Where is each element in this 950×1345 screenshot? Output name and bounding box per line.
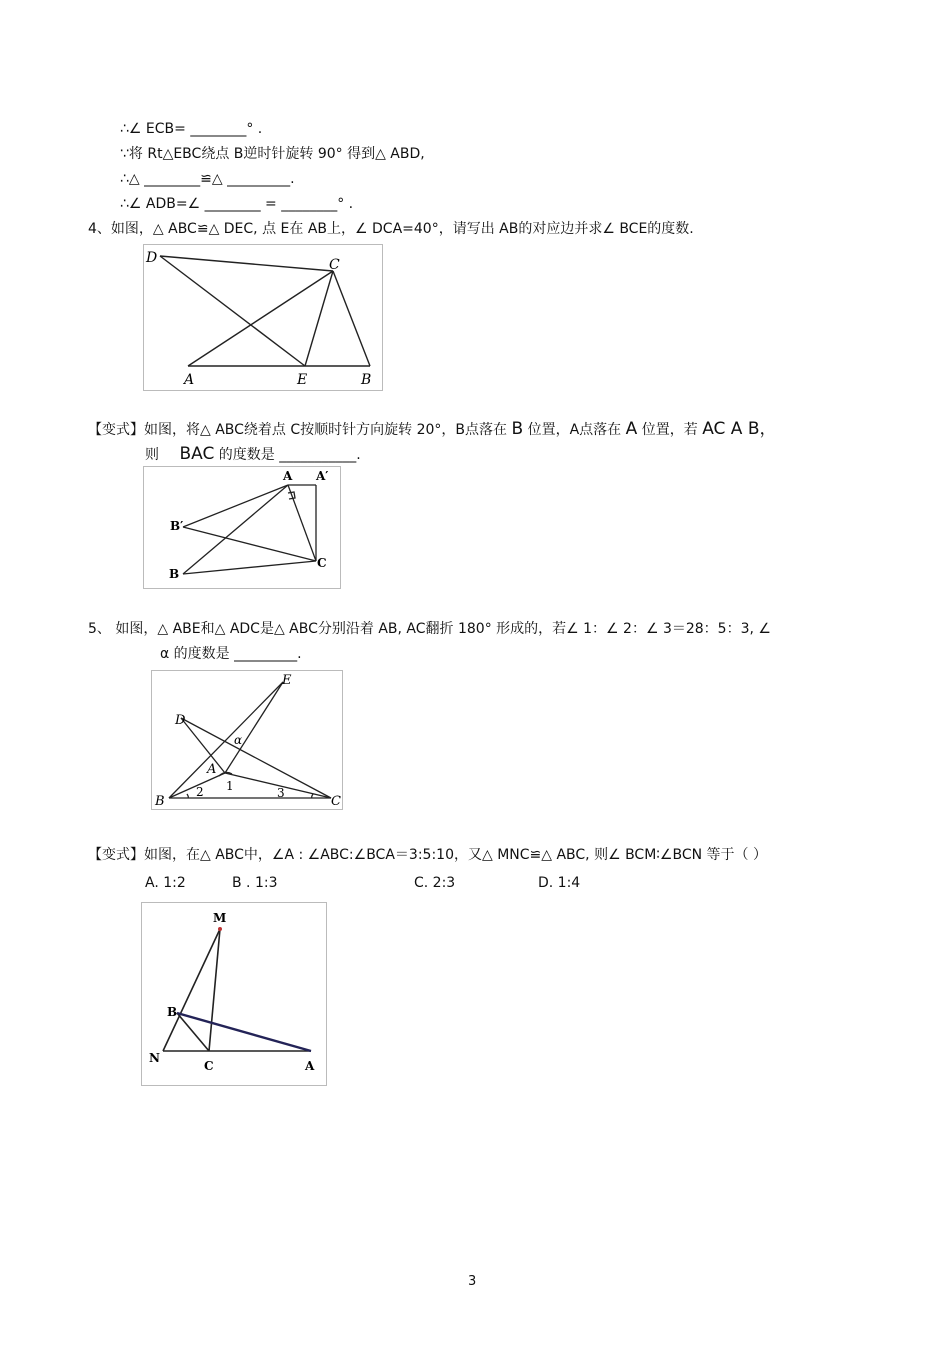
- variant-1-text-3: 位置，若: [641, 422, 698, 438]
- label-B: B: [155, 794, 165, 809]
- label-M: M: [213, 911, 227, 925]
- proof-line-4: ∴∠ ADB=∠ ________ = ________° .: [120, 196, 354, 212]
- label-A: A: [283, 469, 293, 483]
- label-E: E: [282, 673, 292, 688]
- variant-1-text: 【变式】如图，将△ ABC绕着点 C按顺时针方向旋转 20°，B点落在: [88, 422, 508, 438]
- label-A: A: [305, 1059, 315, 1073]
- label-D: D: [175, 713, 186, 728]
- proof-line-2: ∵将 Rt△EBC绕点 B逆时针旋转 90° 得到△ ABD,: [120, 146, 425, 162]
- figure-q4: [143, 244, 383, 391]
- figure-variant-2: [141, 902, 327, 1086]
- label-alpha: α: [234, 733, 243, 747]
- label-D: D: [146, 250, 158, 266]
- angle-1-label: 1: [226, 779, 234, 793]
- question-4: 4、如图，△ ABC≌△ DEC, 点 E在 AB上，∠ DCA=40°，请写出 AB的对应边并求∠ BCE的度数.: [88, 221, 694, 237]
- label-A: A: [184, 372, 195, 388]
- question-5-line-2: α 的度数是 _________.: [160, 646, 302, 662]
- label-B: B: [167, 1005, 178, 1019]
- label-B: B: [361, 372, 372, 388]
- label-B-prime: B′: [170, 519, 184, 533]
- option-d: D. 1:4: [538, 875, 581, 891]
- label-C: C: [204, 1059, 214, 1073]
- label-A: A: [207, 762, 217, 777]
- label-C: C: [331, 794, 341, 809]
- symbol-a-prime: A: [625, 419, 638, 439]
- condition: AC A B，: [702, 419, 777, 439]
- option-a: A. 1:2: [145, 875, 186, 891]
- label-E: E: [297, 372, 308, 388]
- option-b: B . 1:3: [232, 875, 278, 891]
- variant-1-line-2: [145, 445, 361, 464]
- figure-q5: [151, 670, 343, 810]
- page-number: 3: [468, 1274, 477, 1289]
- variant-1-then: 则: [145, 447, 159, 463]
- label-C: C: [317, 556, 327, 570]
- angle-bac: BAC: [179, 444, 215, 464]
- variant-2-line-1: 【变式】如图，在△ ABC中，∠A : ∠ABC:∠BCA＝3:5:10，又△ MNC≌△ ABC, 则∠ BCM∶∠BCN 等于（ ）: [88, 847, 767, 863]
- figure-variant-1: [143, 466, 341, 589]
- proof-line-1: ∴∠ ECB= ________° .: [120, 121, 263, 137]
- question-5-line-1: 5、 如图，△ ABE和△ ADC是△ ABC分别沿着 AB, AC翻折 180° 形成的，若∠ 1：∠ 2：∠ 3＝28：5：3, ∠: [88, 621, 771, 637]
- label-C: C: [329, 257, 340, 273]
- variant-2-options: [145, 874, 581, 892]
- angle-3-label: 3: [277, 786, 285, 800]
- variant-1-text-2: 位置，A点落在: [527, 422, 622, 438]
- label-A-prime: A′: [316, 469, 329, 483]
- variant-1-line-1: [88, 420, 777, 439]
- proof-line-3: ∴△ ________≌△ _________.: [120, 171, 295, 187]
- label-N: N: [149, 1051, 160, 1065]
- option-c: C. 2:3: [414, 875, 456, 891]
- angle-2-label: 2: [196, 785, 204, 799]
- symbol-b-prime: B: [511, 419, 524, 439]
- label-B: B: [169, 567, 180, 581]
- variant-1-ask: 的度数是 ___________.: [218, 447, 361, 463]
